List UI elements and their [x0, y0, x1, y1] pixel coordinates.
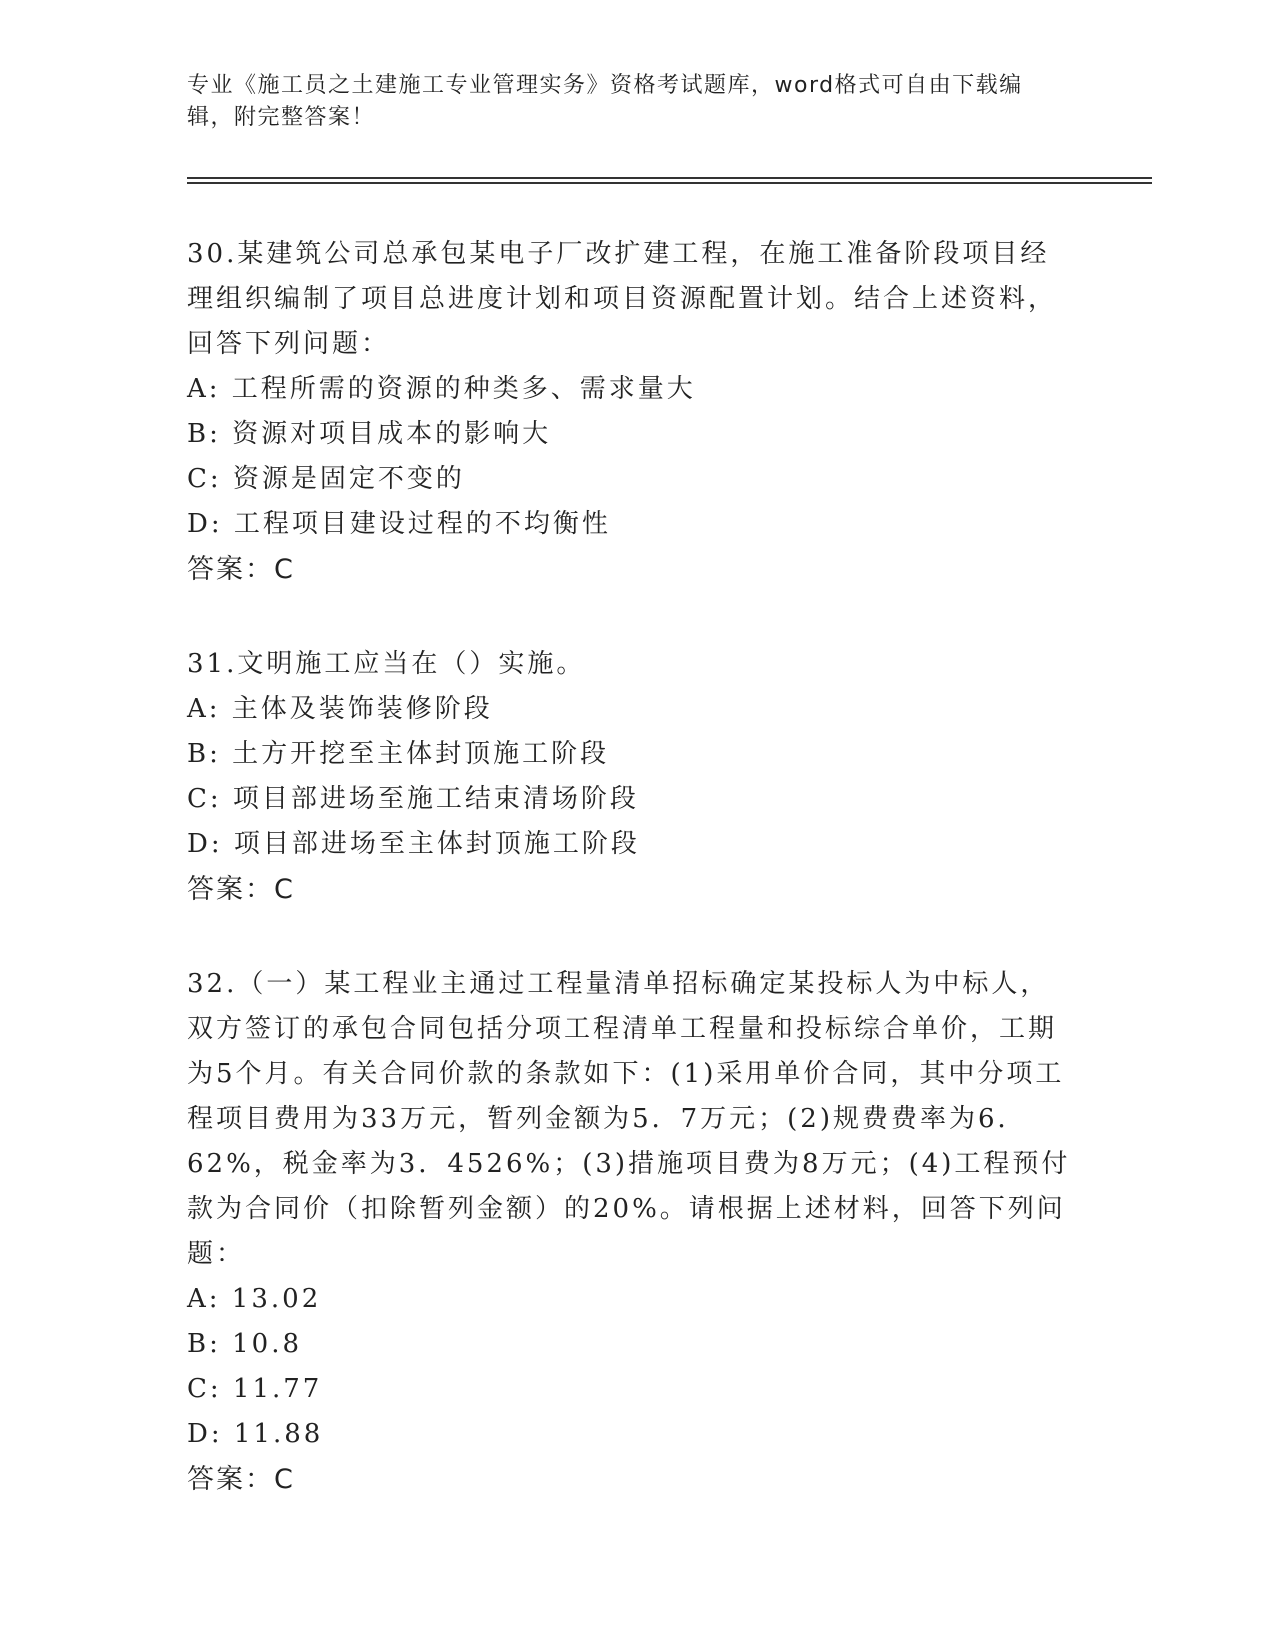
question-stem: 32.（一）某工程业主通过工程量清单招标确定某投标人为中标人，双方签订的承包合同包括分项工程清单工程量和投标综合单价，工期为5个月。有关合同价款的条款如下：(1)采用单价合同，其中分项工程项目费用为33万元，暂列金额为5．7万元；(2)规费费率为6．62%，税金率为3．4526%；(3)措施项目费为8万元；(4)工程预付款为合同价（扣除暂列金额）的20%。请根据上述材料，回答下列问题：: [187, 969, 1071, 1269]
option-b: B: 10.8: [187, 1329, 303, 1359]
option-a: A: 13.02: [187, 1284, 322, 1314]
question-31: [187, 642, 1077, 912]
option-a: A: 工程所需的资源的种类多、需求量大: [187, 374, 696, 404]
question-stem: 30.某建筑公司总承包某电子厂改扩建工程，在施工准备阶段项目经理组织编制了项目总进度计划和项目资源配置计划。结合上述资料，回答下列问题：: [187, 239, 1058, 359]
question-stem: 31.文明施工应当在（）实施。: [187, 649, 586, 679]
option-c: C: 项目部进场至施工结束清场阶段: [187, 784, 639, 814]
option-b: B: 土方开挖至主体封顶施工阶段: [187, 739, 610, 769]
answer-line: 答案：C: [187, 874, 295, 905]
option-d: D: 工程项目建设过程的不均衡性: [187, 509, 611, 539]
document-header: 专业《施工员之土建施工专业管理实务》资格考试题库，word格式可自由下载编辑，附完整答案！: [187, 73, 1023, 130]
option-c: C: 资源是固定不变的: [187, 464, 465, 494]
option-c: C: 11.77: [187, 1374, 323, 1404]
question-30: [187, 232, 1077, 592]
option-list: [187, 687, 1077, 867]
header-divider-bottom: [187, 182, 1152, 184]
answer-line: 答案：C: [187, 1464, 295, 1495]
option-d: D: 项目部进场至主体封顶施工阶段: [187, 829, 640, 859]
option-list: [187, 1277, 1077, 1457]
option-b: B: 资源对项目成本的影响大: [187, 419, 552, 449]
question-32: [187, 962, 1077, 1502]
answer-line: 答案：C: [187, 554, 295, 585]
option-list: [187, 367, 1077, 547]
option-d: D: 11.88: [187, 1419, 324, 1449]
header-divider-top: [187, 177, 1152, 179]
option-a: A: 主体及装饰装修阶段: [187, 694, 493, 724]
